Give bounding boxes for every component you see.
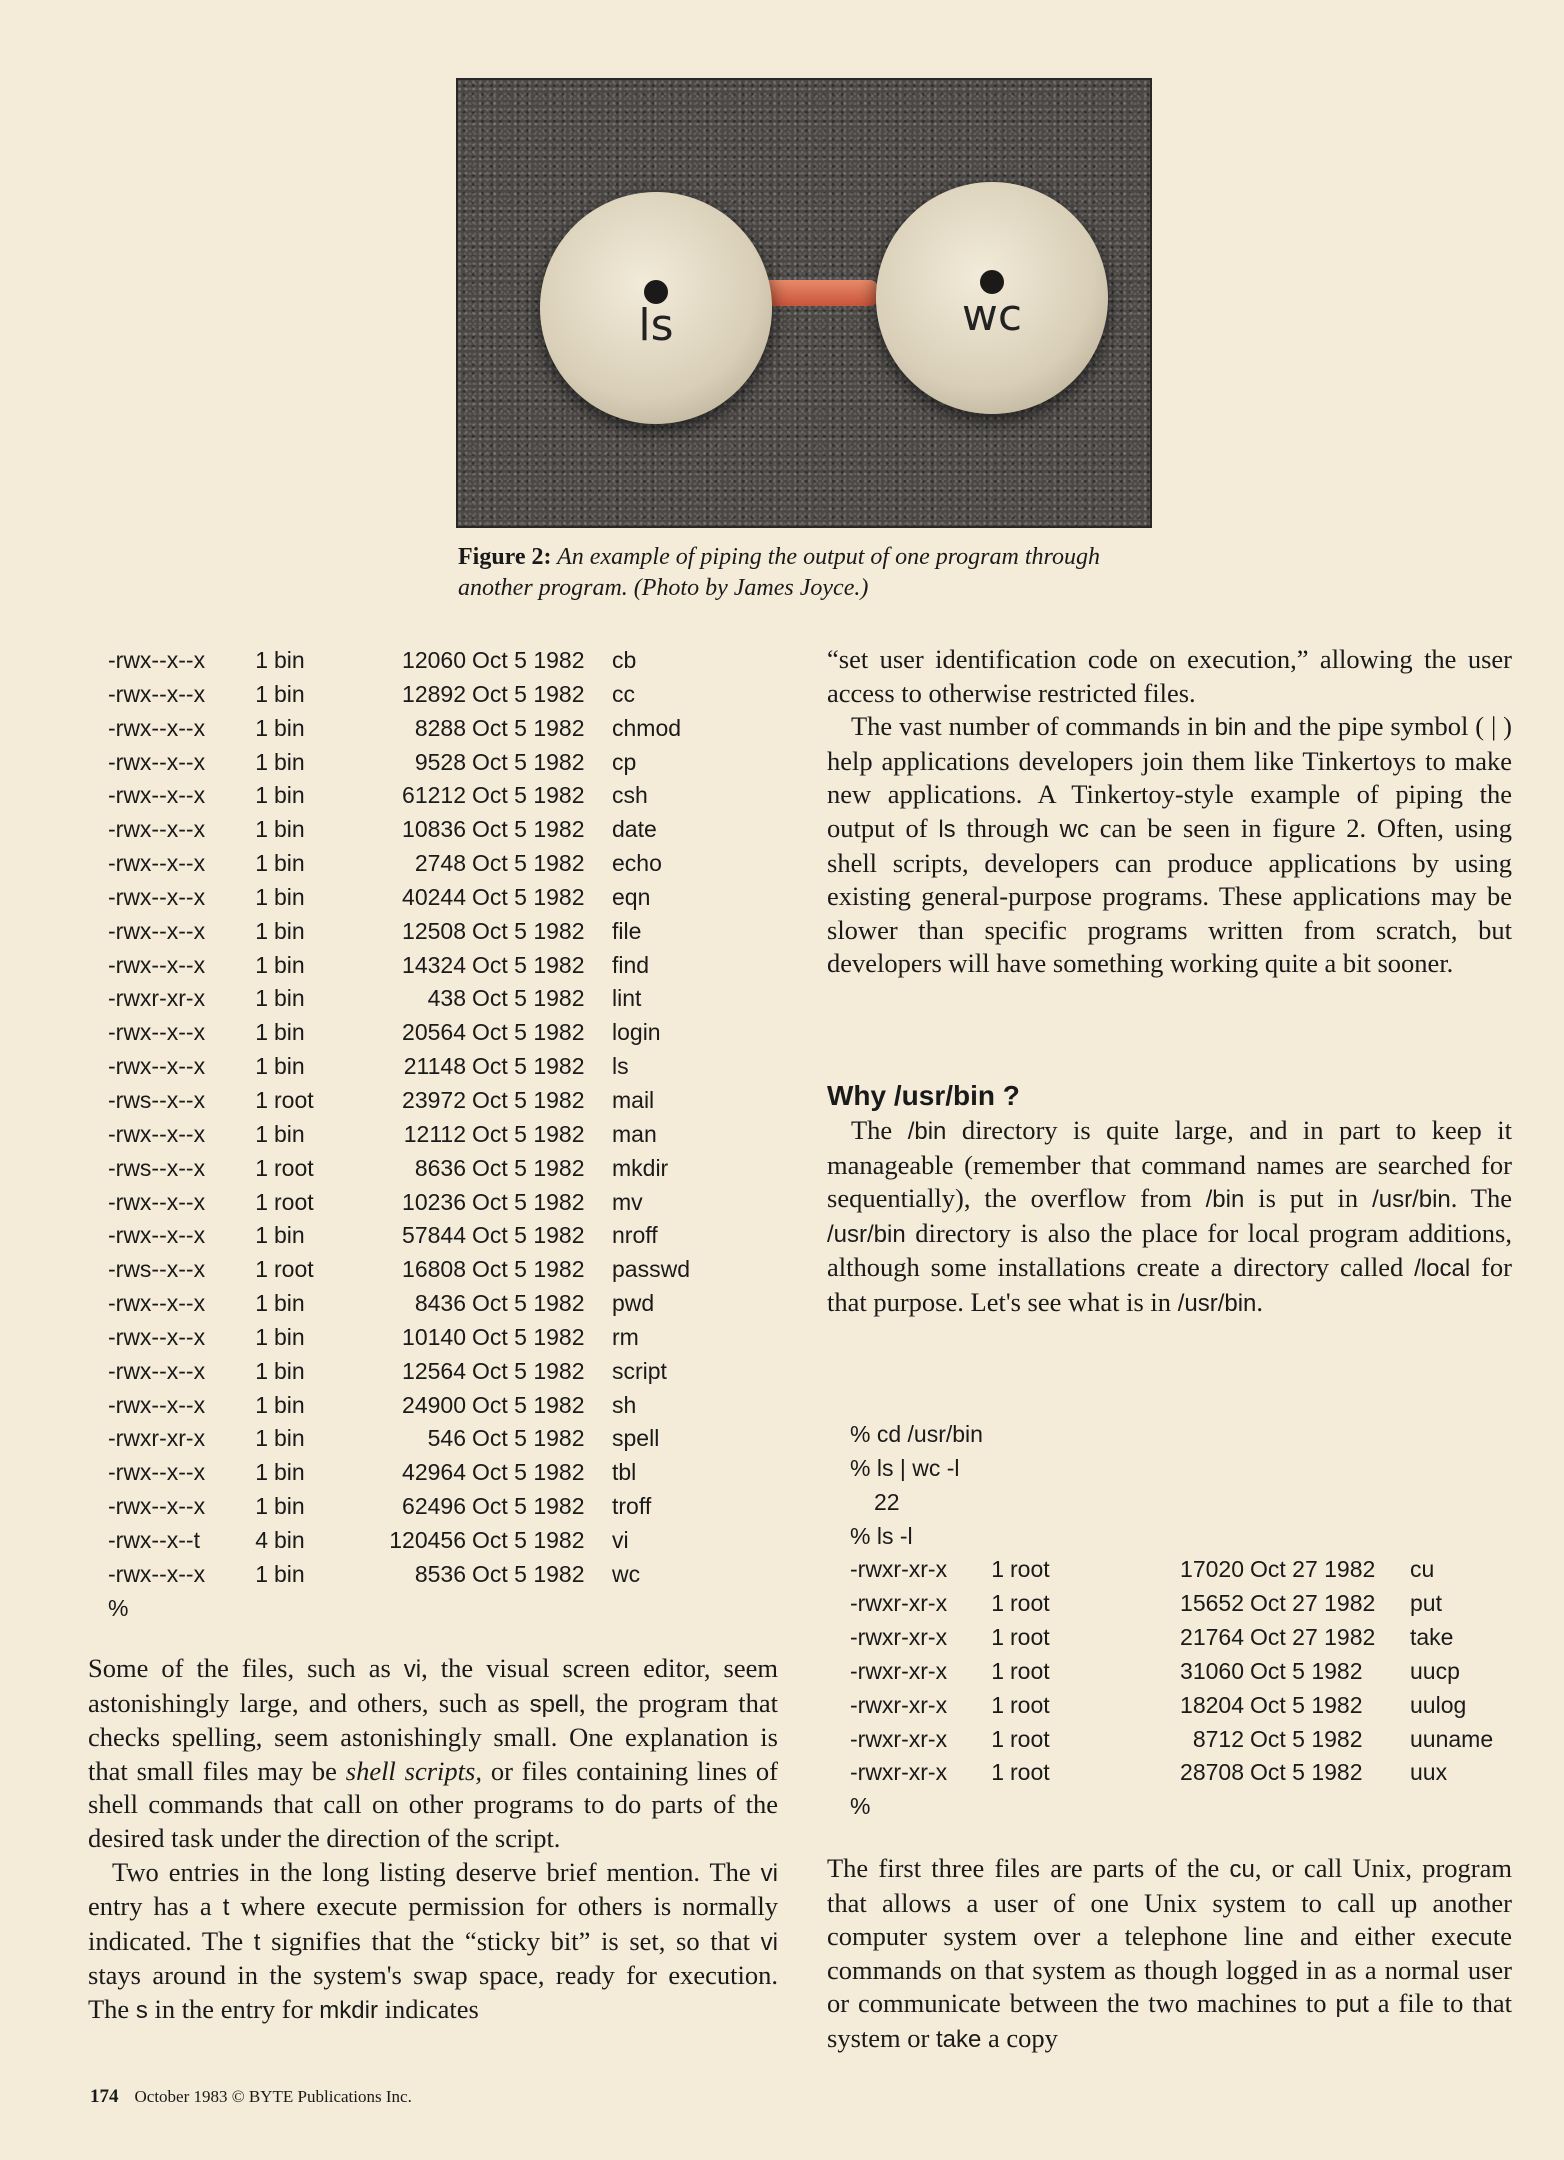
file-name: find [612, 951, 650, 978]
listing-row [108, 881, 690, 915]
listing-row [108, 1219, 690, 1253]
file-owner: root [1010, 1590, 1050, 1617]
file-date: Oct 5 1982 [1250, 1657, 1363, 1684]
figure-caption [458, 542, 1158, 604]
file-name: tbl [612, 1459, 637, 1486]
file-owner: bin [274, 1391, 305, 1418]
link-count: 1 [255, 1222, 268, 1249]
listing-row [108, 1490, 690, 1524]
file-name: rm [612, 1323, 639, 1350]
file-owner: bin [274, 1459, 305, 1486]
file-name: nroff [612, 1222, 658, 1249]
file-date: Oct 5 1982 [472, 917, 585, 944]
file-permissions: -rwxr-xr-x [850, 1556, 948, 1583]
file-date: Oct 5 1982 [472, 1526, 585, 1553]
file-permissions: -rwx--x--x [108, 1357, 206, 1384]
link-count: 1 [255, 1560, 268, 1587]
file-size: 18204 [1180, 1691, 1244, 1718]
file-owner: bin [274, 1290, 305, 1317]
file-size: 21148 [403, 1053, 466, 1080]
listing-row [108, 1253, 690, 1287]
listing-row [108, 779, 690, 813]
file-owner: bin [274, 883, 305, 910]
file-date: Oct 5 1982 [472, 1120, 585, 1147]
file-owner: bin [274, 1323, 305, 1350]
listing-row [850, 1587, 1493, 1621]
file-size: 14324 [402, 951, 466, 978]
file-date: Oct 5 1982 [472, 816, 585, 843]
right-body-text-top [827, 643, 1512, 981]
listing-row [108, 1422, 690, 1456]
listing-row [108, 1050, 690, 1084]
right-body-text-bottom [827, 1852, 1512, 2057]
file-name: uucp [1410, 1657, 1460, 1684]
link-count: 1 [255, 1053, 268, 1080]
file-name: file [612, 917, 642, 944]
file-permissions: -rwx--x--x [108, 850, 206, 877]
spool-label-left: ls [638, 300, 674, 351]
link-count: 1 [255, 951, 268, 978]
file-date: Oct 5 1982 [472, 1019, 585, 1046]
file-owner: bin [274, 1493, 305, 1520]
link-count: 1 [255, 816, 268, 843]
listing-row [108, 1016, 690, 1050]
file-permissions: -rwxr-xr-x [850, 1759, 948, 1786]
file-date: Oct 5 1982 [472, 647, 585, 673]
file-date: Oct 27 1982 [1250, 1556, 1376, 1583]
link-count: 1 [991, 1590, 1004, 1617]
file-name: sh [612, 1391, 637, 1418]
file-permissions: -rwx--x--x [108, 1459, 206, 1486]
file-size: 28708 [1180, 1759, 1244, 1786]
listing-row [108, 1456, 690, 1490]
file-owner: bin [274, 816, 305, 843]
file-owner: bin [274, 1120, 305, 1147]
link-count: 1 [255, 1120, 268, 1147]
file-permissions: -rwxr-xr-x [850, 1691, 948, 1718]
file-size: 12564 [402, 1357, 466, 1384]
listing-row [108, 678, 690, 712]
file-name: script [612, 1357, 667, 1384]
file-name: cu [1410, 1556, 1435, 1583]
link-count: 1 [255, 782, 268, 809]
file-permissions: -rwx--x--x [108, 680, 206, 707]
file-name: mv [612, 1188, 643, 1215]
file-size: 10140 [402, 1323, 466, 1350]
file-owner: bin [274, 1560, 305, 1587]
link-count: 1 [255, 748, 268, 775]
file-name: csh [612, 782, 648, 809]
file-owner: bin [274, 782, 305, 809]
file-owner: root [1010, 1759, 1050, 1786]
file-permissions: -rwx--x--t [108, 1526, 200, 1553]
listing-row [850, 1756, 1493, 1790]
footer-credit: October 1983 © BYTE Publications Inc. [134, 2087, 412, 2106]
listing-row [108, 813, 690, 847]
file-size: 120456 [389, 1526, 466, 1553]
file-date: Oct 5 1982 [472, 850, 585, 877]
link-count: 1 [255, 1425, 268, 1452]
file-permissions: -rwx--x--x [108, 951, 206, 978]
file-date: Oct 5 1982 [472, 714, 585, 741]
file-owner: bin [274, 748, 305, 775]
file-name: vi [612, 1526, 629, 1553]
count-output: 22 [874, 1488, 900, 1515]
link-count: 1 [991, 1725, 1004, 1752]
file-size: 62496 [402, 1493, 466, 1520]
file-permissions: -rwx--x--x [108, 714, 206, 741]
spool-wc [876, 182, 1108, 414]
file-name: cp [612, 748, 637, 775]
file-owner: root [1010, 1691, 1050, 1718]
file-size: 21764 [1180, 1624, 1244, 1651]
file-name: echo [612, 850, 662, 877]
file-size: 12060 [402, 647, 466, 673]
file-owner: root [1010, 1657, 1050, 1684]
usr-bin-rows [850, 1553, 1493, 1790]
shell-prompt: % [108, 1594, 129, 1621]
listing-row [108, 1558, 690, 1592]
paragraph: The first three files are parts of the cu, or call Unix, program that allows a user of one Unix system to call up another computer system over a telephone line and either execute commands on that system as though logged in as a normal user or communicate between the two machines to put a file to that system or take a copy [827, 1853, 1512, 2053]
file-size: 31060 [1180, 1657, 1244, 1684]
file-name: uuname [1410, 1725, 1494, 1752]
file-permissions: -rws--x--x [108, 1154, 206, 1181]
file-owner: bin [274, 647, 305, 673]
file-owner: bin [274, 985, 305, 1012]
link-count: 1 [255, 1357, 268, 1384]
listing-row [108, 1152, 690, 1186]
command-line: % ls | wc -l [850, 1454, 960, 1481]
file-size: 24900 [402, 1391, 466, 1418]
listing-row [108, 949, 690, 983]
file-size: 8436 [414, 1290, 466, 1317]
link-count: 1 [255, 1391, 268, 1418]
file-name: passwd [612, 1256, 690, 1283]
file-size: 57844 [402, 1222, 466, 1249]
file-date: Oct 27 1982 [1250, 1624, 1376, 1651]
link-count: 1 [255, 1290, 268, 1317]
file-permissions: -rwx--x--x [108, 748, 206, 775]
paragraph: Two entries in the long listing deserve brief mention. The vi entry has a t where execute permission for others is normally indicated. The t signifies that the “sticky bit” is set, so that vi stays around in the system's swap space, ready for execution. The s in the entry for mkdir indicates [88, 1856, 778, 2024]
link-count: 1 [255, 1256, 268, 1283]
file-permissions: -rwx--x--x [108, 1222, 206, 1249]
file-permissions: -rwxr-xr-x [850, 1624, 948, 1651]
file-size: 17020 [1180, 1556, 1244, 1583]
file-size: 42964 [402, 1459, 466, 1486]
link-count: 1 [255, 985, 268, 1012]
file-date: Oct 5 1982 [472, 1222, 585, 1249]
file-size: 23972 [402, 1086, 466, 1113]
file-size: 12112 [403, 1120, 466, 1147]
file-date: Oct 5 1982 [472, 1425, 585, 1452]
file-name: date [612, 816, 657, 843]
file-date: Oct 5 1982 [472, 1086, 585, 1113]
file-permissions: -rwx--x--x [108, 1019, 206, 1046]
file-permissions: -rwx--x--x [108, 1391, 206, 1418]
file-permissions: -rwx--x--x [108, 647, 206, 673]
listing-row [108, 644, 690, 678]
link-count: 1 [255, 917, 268, 944]
paragraph: The /bin directory is quite large, and in part to keep it manageable (remember that command names are searched for sequentially), the overflow from /bin is put in /usr/bin. The /usr/bin directory is also the place for local program additions, although some installations create a directory called /local for that purpose. Let's see what is in /usr/bin. [827, 1115, 1513, 1317]
file-owner: root [1010, 1725, 1050, 1752]
file-permissions: -rwxr-xr-x [850, 1657, 948, 1684]
file-name: lint [612, 985, 642, 1012]
listing-row [850, 1621, 1493, 1655]
file-date: Oct 5 1982 [472, 782, 585, 809]
file-size: 9528 [414, 748, 466, 775]
command-line: % cd /usr/bin [850, 1421, 983, 1447]
figure-photo [456, 78, 1152, 528]
link-count: 1 [991, 1657, 1004, 1684]
file-permissions: -rwx--x--x [108, 1493, 206, 1520]
link-count: 1 [255, 1323, 268, 1350]
file-owner: root [274, 1256, 314, 1283]
file-permissions: -rwx--x--x [108, 1120, 206, 1147]
file-date: Oct 5 1982 [472, 1493, 585, 1520]
file-name: uulog [1410, 1691, 1467, 1718]
file-size: 40244 [402, 883, 466, 910]
file-owner: root [1010, 1556, 1050, 1583]
file-date: Oct 5 1982 [1250, 1759, 1363, 1786]
listing-row [108, 1287, 690, 1321]
file-permissions: -rws--x--x [108, 1086, 206, 1113]
link-count: 1 [991, 1556, 1004, 1583]
file-permissions: -rwx--x--x [108, 1560, 206, 1587]
file-size: 15652 [1180, 1590, 1244, 1617]
link-count: 1 [255, 850, 268, 877]
file-date: Oct 5 1982 [472, 1323, 585, 1350]
file-size: 2748 [414, 850, 466, 877]
file-date: Oct 5 1982 [472, 680, 585, 707]
file-date: Oct 5 1982 [472, 1154, 585, 1181]
file-date: Oct 5 1982 [472, 1053, 585, 1080]
file-permissions: -rwxr-xr-x [108, 1425, 206, 1452]
file-date: Oct 5 1982 [472, 1290, 585, 1317]
link-count: 1 [255, 680, 268, 707]
file-name: cb [612, 647, 637, 673]
listing-row [108, 1355, 690, 1389]
usr-bin-session [850, 1418, 1493, 1824]
file-owner: bin [274, 1425, 305, 1452]
section-heading: Why /usr/bin ? [827, 1080, 1020, 1111]
file-date: Oct 5 1982 [472, 1357, 585, 1384]
file-name: mkdir [612, 1154, 669, 1181]
link-count: 1 [255, 1188, 268, 1215]
page-footer [90, 2086, 412, 2108]
file-name: uux [1410, 1759, 1448, 1786]
shell-prompt: % [850, 1793, 871, 1820]
file-permissions: -rwx--x--x [108, 816, 206, 843]
listing-row [850, 1655, 1493, 1689]
listing-row [108, 847, 690, 881]
file-date: Oct 27 1982 [1250, 1590, 1376, 1617]
file-date: Oct 5 1982 [1250, 1691, 1363, 1718]
caption-text: An example of piping the output of one program through another program. (Photo by James Joyce.) [458, 544, 1100, 601]
file-size: 8712 [1192, 1725, 1244, 1752]
listing-row [108, 1084, 690, 1118]
file-permissions: -rwx--x--x [108, 883, 206, 910]
file-permissions: -rws--x--x [108, 1256, 206, 1283]
file-owner: bin [274, 1526, 305, 1553]
link-count: 1 [991, 1759, 1004, 1786]
file-date: Oct 5 1982 [472, 1256, 585, 1283]
file-date: Oct 5 1982 [472, 1391, 585, 1418]
paragraph: Some of the files, such as vi, the visual screen editor, seem astonishingly large, and others, such as spell, the program that checks spelling, seem astonishingly small. One explanation is that small files may be shell scripts, or files containing lines of shell commands that call on other programs to do parts of the desired task under the direction of the script. [88, 1653, 779, 1853]
file-permissions: -rwx--x--x [108, 1323, 206, 1350]
file-size: 20564 [402, 1019, 466, 1046]
file-date: Oct 5 1982 [472, 1560, 585, 1587]
file-size: 8288 [414, 714, 466, 741]
file-owner: root [274, 1086, 314, 1113]
file-date: Oct 5 1982 [472, 1459, 585, 1486]
link-count: 1 [255, 1086, 268, 1113]
file-permissions: -rwx--x--x [108, 1290, 206, 1317]
file-size: 12892 [402, 680, 466, 707]
file-name: pwd [612, 1290, 655, 1317]
listing-row [108, 746, 690, 780]
link-count: 1 [255, 1459, 268, 1486]
file-owner: bin [274, 1357, 305, 1384]
file-size: 12508 [402, 917, 466, 944]
file-size: 10236 [402, 1188, 466, 1215]
file-owner: bin [274, 917, 305, 944]
file-name: put [1410, 1590, 1442, 1617]
file-permissions: -rwx--x--x [108, 1053, 206, 1080]
file-owner: bin [274, 951, 305, 978]
link-count: 1 [255, 1493, 268, 1520]
file-date: Oct 5 1982 [472, 985, 585, 1012]
file-date: Oct 5 1982 [472, 748, 585, 775]
file-permissions: -rwxr-xr-x [850, 1725, 948, 1752]
file-owner: root [274, 1188, 314, 1215]
file-size: 61212 [402, 782, 466, 809]
file-owner: bin [274, 1053, 305, 1080]
spool-ls [540, 192, 772, 424]
file-size: 10836 [402, 816, 466, 843]
file-permissions: -rwxr-xr-x [108, 985, 206, 1012]
file-name: wc [612, 1560, 641, 1587]
file-name: man [612, 1120, 657, 1147]
file-owner: bin [274, 714, 305, 741]
right-body-text-mid [827, 1114, 1512, 1321]
link-count: 4 [255, 1526, 268, 1553]
link-count: 1 [991, 1624, 1004, 1651]
paragraph: The vast number of commands in bin and the pipe symbol ( | ) help applications developers join them like Tinkertoys to make new applications. A Tinkertoy-style example of piping the output of ls through wc can be seen in figure 2. Often, using shell scripts, developers can produce applications by using existing general-purpose programs. These applications may be slower than specific programs written from scratch, but developers will have something working quite a bit sooner. [827, 711, 1512, 979]
listing-row [108, 915, 690, 949]
listing-row [850, 1553, 1493, 1587]
command-line: % ls -l [850, 1522, 913, 1549]
bin-listing [108, 644, 690, 1625]
file-size: 438 [427, 985, 466, 1012]
file-name: eqn [612, 883, 651, 910]
link-count: 1 [255, 714, 268, 741]
listing-row [850, 1689, 1493, 1723]
file-permissions: -rwx--x--x [108, 782, 206, 809]
file-permissions: -rwx--x--x [108, 917, 206, 944]
file-owner: bin [274, 680, 305, 707]
file-date: Oct 5 1982 [472, 951, 585, 978]
listing-row [108, 1118, 690, 1152]
link-count: 1 [255, 1019, 268, 1046]
caption-label: Figure 2: [458, 544, 552, 570]
file-date: Oct 5 1982 [1250, 1725, 1363, 1752]
file-name: mail [612, 1086, 655, 1113]
file-size: 8536 [414, 1560, 466, 1587]
link-count: 1 [991, 1691, 1004, 1718]
listing-row [850, 1723, 1493, 1757]
file-name: ls [612, 1053, 629, 1080]
listing-row [108, 982, 690, 1016]
paragraph: “set user identification code on execution,” allowing the user access to otherwise restricted files. [827, 644, 1512, 708]
link-count: 1 [255, 647, 268, 673]
file-size: 16808 [402, 1256, 466, 1283]
file-permissions: -rwx--x--x [108, 1188, 206, 1215]
file-name: chmod [612, 714, 682, 741]
file-size: 8636 [414, 1154, 466, 1181]
file-date: Oct 5 1982 [472, 1188, 585, 1215]
file-owner: bin [274, 1019, 305, 1046]
file-name: take [1410, 1624, 1454, 1651]
file-permissions: -rwxr-xr-x [850, 1590, 948, 1617]
spool-label-right: wc [961, 290, 1023, 341]
listing-row [108, 1524, 690, 1558]
listing-row [108, 1389, 690, 1423]
file-name: login [612, 1019, 661, 1046]
listing-row [108, 1321, 690, 1355]
file-size: 546 [427, 1425, 466, 1452]
listing-row [108, 1186, 690, 1220]
file-owner: root [1010, 1624, 1050, 1651]
listing-row [108, 712, 690, 746]
file-owner: bin [274, 850, 305, 877]
page-number: 174 [90, 2086, 119, 2107]
file-date: Oct 5 1982 [472, 883, 585, 910]
link-count: 1 [255, 1154, 268, 1181]
file-owner: bin [274, 1222, 305, 1249]
file-owner: root [274, 1154, 314, 1181]
left-body-text [88, 1652, 778, 2028]
file-name: spell [612, 1425, 660, 1452]
file-name: troff [612, 1493, 652, 1520]
link-count: 1 [255, 883, 268, 910]
file-name: cc [612, 680, 635, 707]
